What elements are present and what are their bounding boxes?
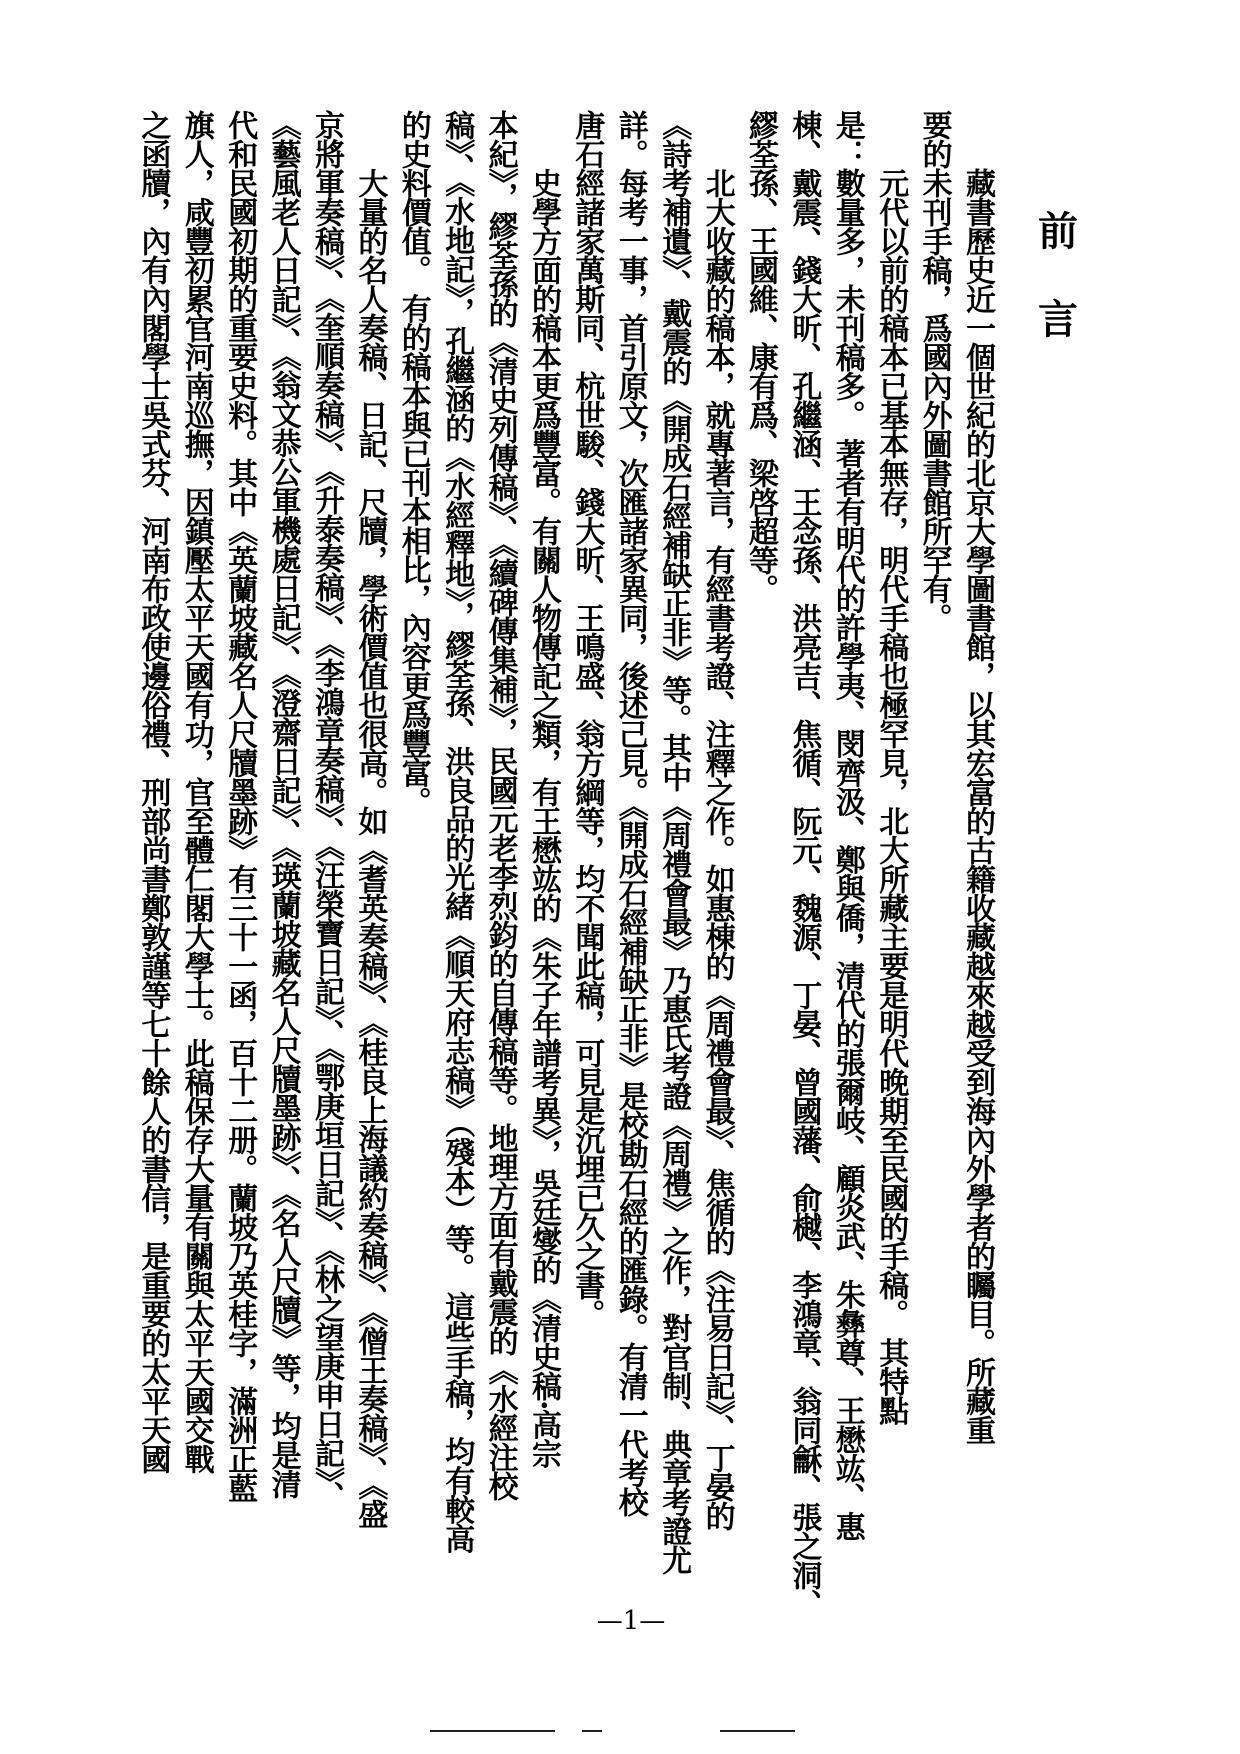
- text-column: 《藝風老人日記》、《翁文恭公軍機處日記》、《澄齋日記》、《瑛蘭坡藏名人尺牘墨跡》、《名人尺牘》等，均是清: [265, 110, 301, 1498]
- scan-artifact-line: [430, 1730, 555, 1732]
- text-column: 京將軍奏稿》、《奎順奏稿》、《升泰奏稿》、《李鴻章奏稿》、《汪榮寶日記》、《鄂庚垣日記》、《林之望庚申日記》、: [309, 110, 344, 1510]
- text-column: 詳。每考一事，首引原文，次匯諸家異同，後述己見。《開成石經補缺正非》是校勘石經的匯錄。有清一代考校: [612, 110, 648, 1516]
- page-number: —1—: [596, 1606, 666, 1636]
- text-column: 旗人，咸豐初累官河南巡撫，因鎮壓太平天國有功，官至體仁閣大學士。此稿保存大量有關與太平天國交戰: [178, 110, 214, 1473]
- page-title-char-1: 前: [1038, 208, 1078, 255]
- text-column: 繆荃孫、王國維、康有爲、梁啓超等。: [743, 110, 778, 603]
- text-column: 大量的名人奏稿、日記、尺牘，學術價值也很高。如《耆英奏稿》、《桂良上海議約奏稿》、《僧王奏稿》、《盛: [352, 110, 388, 1528]
- text-column: 元代以前的稿本已基本無存，明代手稿也極罕見，北大所藏主要是明代晚期至民國的手稿。 其特點: [873, 110, 909, 1425]
- text-column: 棟、戴震、錢大昕、孔繼涵、王念孫、洪亮吉、焦循、阮元、魏源、丁晏、曾國藩、俞樾、李鴻章、翁同龢、張之洞、: [786, 110, 822, 1618]
- text-column: 要的未刊手稿，爲國內外圖書館所罕有。: [916, 110, 952, 632]
- text-column: 本紀》，繆荃孫的《清史列傳稿》、《續碑傳集補》，民國元老李烈鈞的自傳稿等。地理方面有戴震的《水經注校: [482, 110, 518, 1500]
- text-column: 北大收藏的稿本，就專著言，有經書考證、注釋之作。如惠棟的《周禮會最》、焦循的《注易日記》、丁晏的: [699, 110, 735, 1530]
- text-column: 的史料價值。 有的稿本與已刊本相比，內容更爲豐富。: [395, 110, 431, 816]
- text-column: 藏書歷史近一個世紀的北京大學圖書館，以其宏富的古籍收藏越來越受到海內外學者的矚目。所藏重: [960, 110, 995, 1444]
- text-column: 是：數量多，未刊稿多。 著者有明代的許學夷、閔齊汲、鄭與僑，清代的張爾岐、顧炎武、朱彝尊、王懋竑、惠: [829, 110, 865, 1541]
- text-column: 之函牘，內有內閣學士吳式芬、河南布政使邊俗禮、刑部尚書鄭敦謹等七十餘人的書信，是重要的太平天國: [135, 110, 171, 1473]
- text-column: 稿》、《水地記》，孔繼涵的《水經釋地》，繆荃孫、洪良品的光緒《順天府志稿》（殘本）等。 這些手稿，均有較高: [439, 110, 475, 1553]
- text-column: 唐石經諸家萬斯同、杭世駿、錢大昕、王鳴盛、翁方綱等，均不聞此稿，可見是沉埋已久之書。: [569, 110, 605, 1328]
- scan-artifact-line: [582, 1730, 602, 1732]
- scan-artifact-line: [720, 1730, 795, 1732]
- page-title-char-2: 言: [1038, 296, 1078, 343]
- text-column: 代和民國初期的重要史料。其中《英蘭坡藏名人尺牘墨跡》有三十一函，百十二册。蘭坡乃英桂字，滿洲正藍: [222, 110, 258, 1502]
- text-column: 史學方面的稿本更爲豐富。有關人物傳記之類，有王懋竑的《朱子年譜考異》，吳廷燮的《清史稿·高宗: [526, 110, 561, 1468]
- text-column: 《詩考補遺》、戴震的《開成石經補缺正非》等。其中《周禮會最》乃惠氏考證《周禮》之作，對官制、典章考證尤: [656, 110, 692, 1574]
